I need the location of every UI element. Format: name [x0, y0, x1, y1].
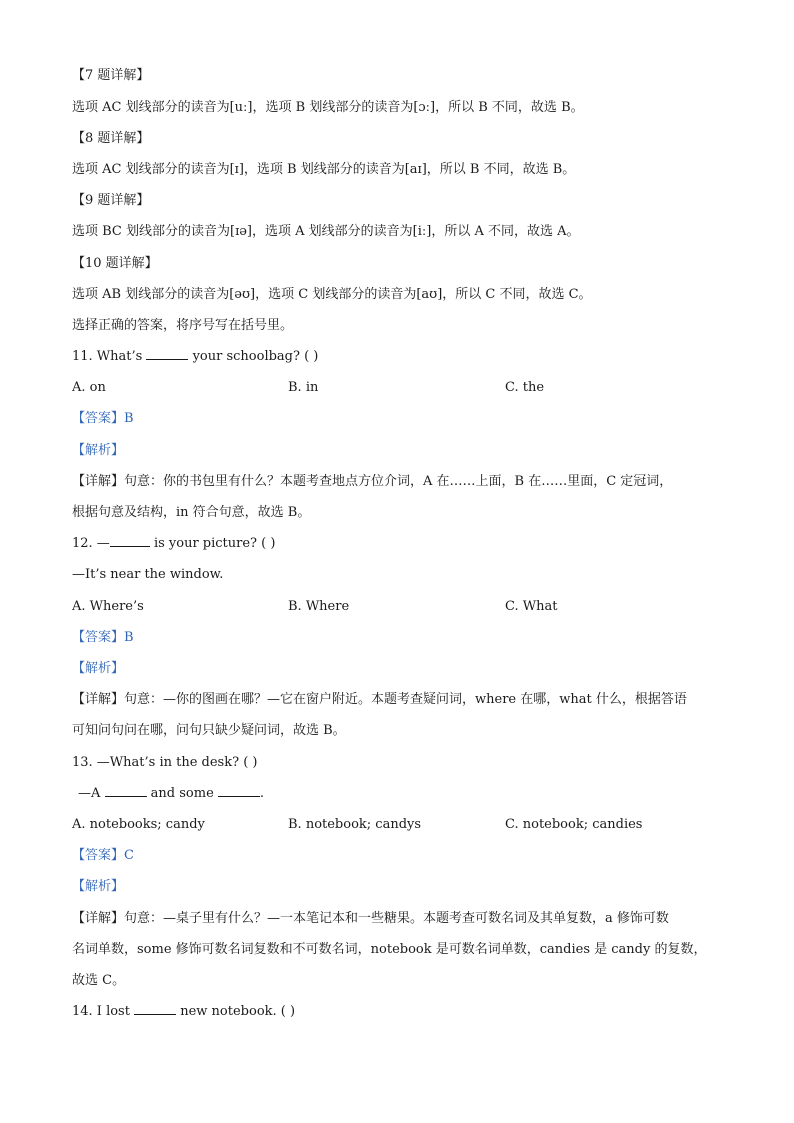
q8-explanation: 选项 AC 划线部分的读音为[ɪ]，选项 B 划线部分的读音为[aɪ]，所以 B 不同，故选 B。 — [72, 162, 576, 177]
q11-answer: 【答案】B — [72, 411, 134, 426]
q13-reply-part-b: and some — [146, 786, 218, 801]
q12-blank — [110, 534, 150, 547]
q13-option-c: C. notebook; candies — [505, 817, 643, 832]
q11-blank — [146, 347, 188, 360]
q13-option-a: A. notebooks; candy — [72, 817, 205, 832]
q13-reply-part-c: . — [259, 786, 265, 801]
q12-option-b: B. Where — [288, 599, 350, 614]
q9-heading: 【9 题详解】 — [72, 193, 150, 208]
q10-explanation: 选项 AB 划线部分的读音为[əʊ]，选项 C 划线部分的读音为[aʊ]，所以 C 不同，故选 C。 — [72, 287, 592, 302]
q12-answer: 【答案】B — [72, 630, 134, 645]
q11-detail-line-1: 【详解】句意：你的书包里有什么？本题考查地点方位介词，A 在……上面，B 在……里面，C 定冠词， — [72, 474, 673, 489]
section-instruction: 选择正确的答案，将序号写在括号里。 — [72, 318, 294, 333]
q9-explanation: 选项 BC 划线部分的读音为[ɪə]，选项 A 划线部分的读音为[iː]，所以 A 不同，故选 A。 — [72, 224, 580, 239]
q11-analysis-label: 【解析】 — [72, 443, 125, 458]
q11-stem-part-a: 11. What’s — [72, 349, 147, 364]
q11-stem-part-b: your schoolbag? ( ) — [188, 349, 319, 364]
q11-option-c: C. the — [505, 380, 545, 395]
q13-detail-line-1: 【详解】句意：—桌子里有什么？—一本笔记本和一些糖果。本题考查可数名词及其单复数，a 修饰可数 — [72, 911, 669, 926]
q13-blank-2 — [218, 784, 260, 797]
q12-analysis-label: 【解析】 — [72, 661, 125, 676]
q14-stem-part-a: 14. I lost — [72, 1004, 135, 1019]
q13-stem: 13. —What’s in the desk? ( ) — [72, 755, 258, 770]
q14-stem-part-b: new notebook. ( ) — [176, 1004, 296, 1019]
q10-heading: 【10 题详解】 — [72, 256, 158, 271]
q12-stem-part-b: is your picture? ( ) — [149, 536, 276, 551]
q7-explanation: 选项 AC 划线部分的读音为[uː]，选项 B 划线部分的读音为[ɔː]，所以 B 不同，故选 B。 — [72, 100, 584, 115]
q11-stem — [72, 347, 318, 367]
q11-option-b: B. in — [288, 380, 319, 395]
q13-reply — [78, 784, 264, 804]
q12-reply: —It’s near the window. — [72, 567, 224, 582]
q12-stem-part-a: 12. — — [72, 536, 110, 551]
q13-analysis-label: 【解析】 — [72, 879, 125, 894]
q12-option-a: A. Where’s — [72, 599, 144, 614]
q13-blank-1 — [105, 784, 147, 797]
q13-reply-part-a: —A — [78, 786, 105, 801]
q13-detail-line-2: 名词单数，some 修饰可数名词复数和不可数名词，notebook 是可数名词单数，candies 是 candy 的复数， — [72, 942, 707, 957]
q13-option-b: B. notebook; candys — [288, 817, 422, 832]
q13-answer: 【答案】C — [72, 848, 134, 863]
q14-blank — [134, 1002, 176, 1015]
q7-heading: 【7 题详解】 — [72, 68, 150, 83]
q14-stem — [72, 1002, 295, 1022]
q11-detail-line-2: 根据句意及结构，in 符合句意，故选 B。 — [72, 505, 311, 520]
q11-option-a: A. on — [72, 380, 106, 395]
q13-detail-line-3: 故选 C。 — [72, 973, 126, 988]
q12-option-c: C. What — [505, 599, 558, 614]
q12-detail-line-1: 【详解】句意：—你的图画在哪？—它在窗户附近。本题考查疑问词，where 在哪，what 什么，根据答语 — [72, 692, 687, 707]
q12-stem — [72, 534, 275, 554]
q12-detail-line-2: 可知问句问在哪，问句只缺少疑问词，故选 B。 — [72, 723, 346, 738]
q8-heading: 【8 题详解】 — [72, 131, 150, 146]
